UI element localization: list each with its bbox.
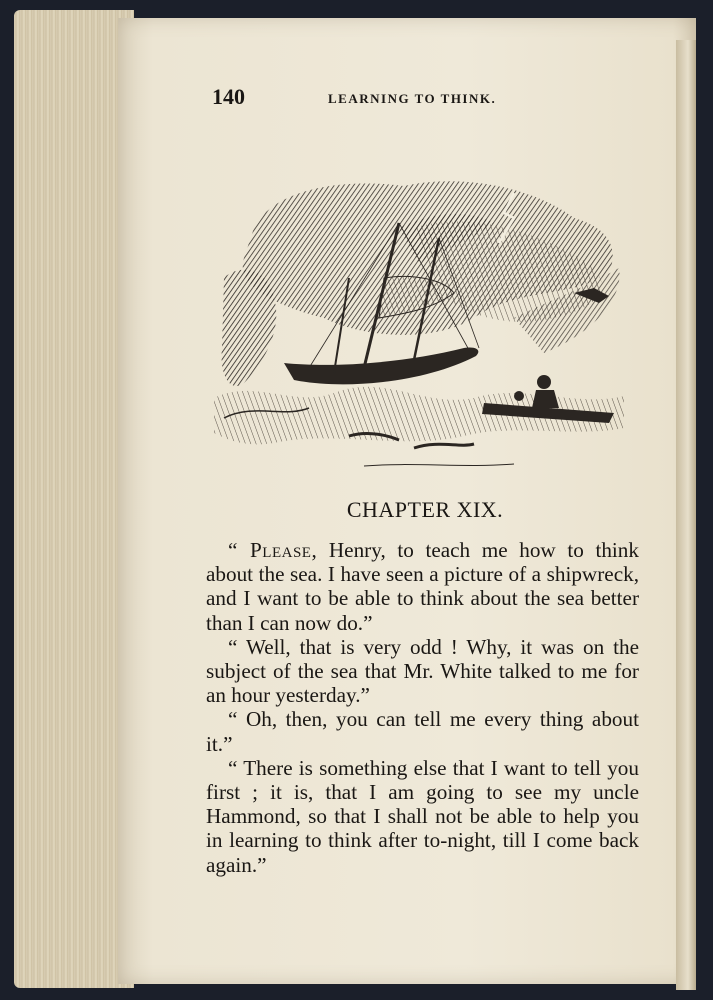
paragraph (206, 707, 639, 755)
paragraph-text: Henry, to teach me how to think about the sea. I have seen a picture of a shipwreck, and I want to be able to think about the sea better than I can now do.” (206, 538, 639, 635)
page-header (212, 84, 642, 112)
paragraph (206, 538, 639, 635)
shipwreck-engraving (214, 168, 634, 473)
chapter-title: CHAPTER XIX. (346, 497, 504, 522)
body-text (206, 538, 639, 877)
page-edges (14, 10, 134, 988)
running-head: LEARNING TO THINK. (328, 91, 497, 106)
book-spine (676, 40, 696, 990)
paragraph (206, 756, 639, 877)
paragraph-text: “ Oh, then, you can tell me every thing about it.” (206, 707, 639, 756)
paragraph (206, 635, 639, 708)
paragraph-lead: “ Please, (228, 538, 318, 562)
paragraph-text: “ There is something else that I want to tell you first ; it is, that I am going to see my uncle Hammond, so that I shall not be able to help you in learning to think after to-night, till I come back again.” (206, 755, 639, 877)
page-number: 140 (212, 84, 245, 109)
paragraph-text: “ Well, that is very odd ! Why, it was on the subject of the sea that Mr. White talked to me for an hour yesterday.” (206, 634, 639, 708)
shipwreck-icon (214, 168, 634, 473)
